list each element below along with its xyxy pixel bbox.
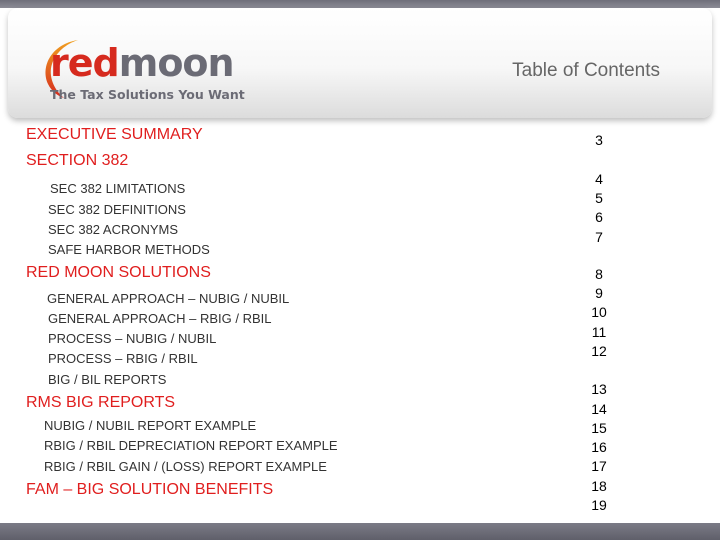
page-number: 6 [595,209,603,225]
toc-item-approach-rbig: GENERAL APPROACH – RBIG / RBIL [48,311,272,326]
page-number: 17 [591,458,607,474]
redmoon-logo [38,32,245,112]
logo-word-gray: moon [118,41,234,85]
page-number: 10 [591,304,607,320]
page-number: 5 [595,190,603,206]
toc-item-nubig-report: NUBIG / NUBIL REPORT EXAMPLE [44,418,257,433]
page-title: Table of Contents [512,60,660,81]
logo-word-red: red [50,41,119,85]
page-number: 8 [595,266,603,282]
header-banner [8,8,712,118]
toc-item-process-nubig: PROCESS – NUBIG / NUBIL [48,331,217,346]
toc-item-process-rbig: PROCESS – RBIG / RBIL [48,351,198,366]
toc-item-safe-harbor: SAFE HARBOR METHODS [48,242,210,257]
page-number: 14 [591,401,607,417]
top-bar [0,0,720,8]
toc-section-382: SECTION 382 [26,152,129,169]
page-number: 16 [591,439,607,455]
toc-item-approach-nubig: GENERAL APPROACH – NUBIG / NUBIL [47,291,290,306]
page-number: 19 [591,497,607,513]
page-number: 18 [591,478,607,494]
toc-item-rbig-gain-loss: RBIG / RBIL GAIN / (LOSS) REPORT EXAMPLE [44,459,327,474]
page-number: 3 [595,132,603,148]
page-number: 15 [591,420,607,436]
page-number: 4 [595,171,603,187]
toc-item-big-bil-reports: BIG / BIL REPORTS [48,372,167,387]
toc-section-executive-summary: EXECUTIVE SUMMARY [26,126,203,143]
page-number: 12 [591,343,607,359]
page-number: 7 [595,229,603,245]
toc-item-sec382-limitations: SEC 382 LIMITATIONS [50,181,186,196]
toc-item-rbig-depreciation: RBIG / RBIL DEPRECIATION REPORT EXAMPLE [44,438,338,453]
toc-section-rms-big-reports: RMS BIG REPORTS [26,394,176,411]
bottom-bar [0,523,720,540]
toc-item-sec382-acronyms: SEC 382 ACRONYMS [48,222,179,237]
logo-wordmark [50,41,234,85]
page-number: 9 [595,285,603,301]
toc-section-fam-big: FAM – BIG SOLUTION BENEFITS [26,481,274,498]
toc-item-sec382-definitions: SEC 382 DEFINITIONS [48,202,186,217]
page-number: 11 [591,324,607,340]
logo-tagline: The Tax Solutions You Want [50,87,245,102]
toc-section-red-moon-solutions: RED MOON SOLUTIONS [26,264,211,281]
page-number: 13 [591,381,607,397]
